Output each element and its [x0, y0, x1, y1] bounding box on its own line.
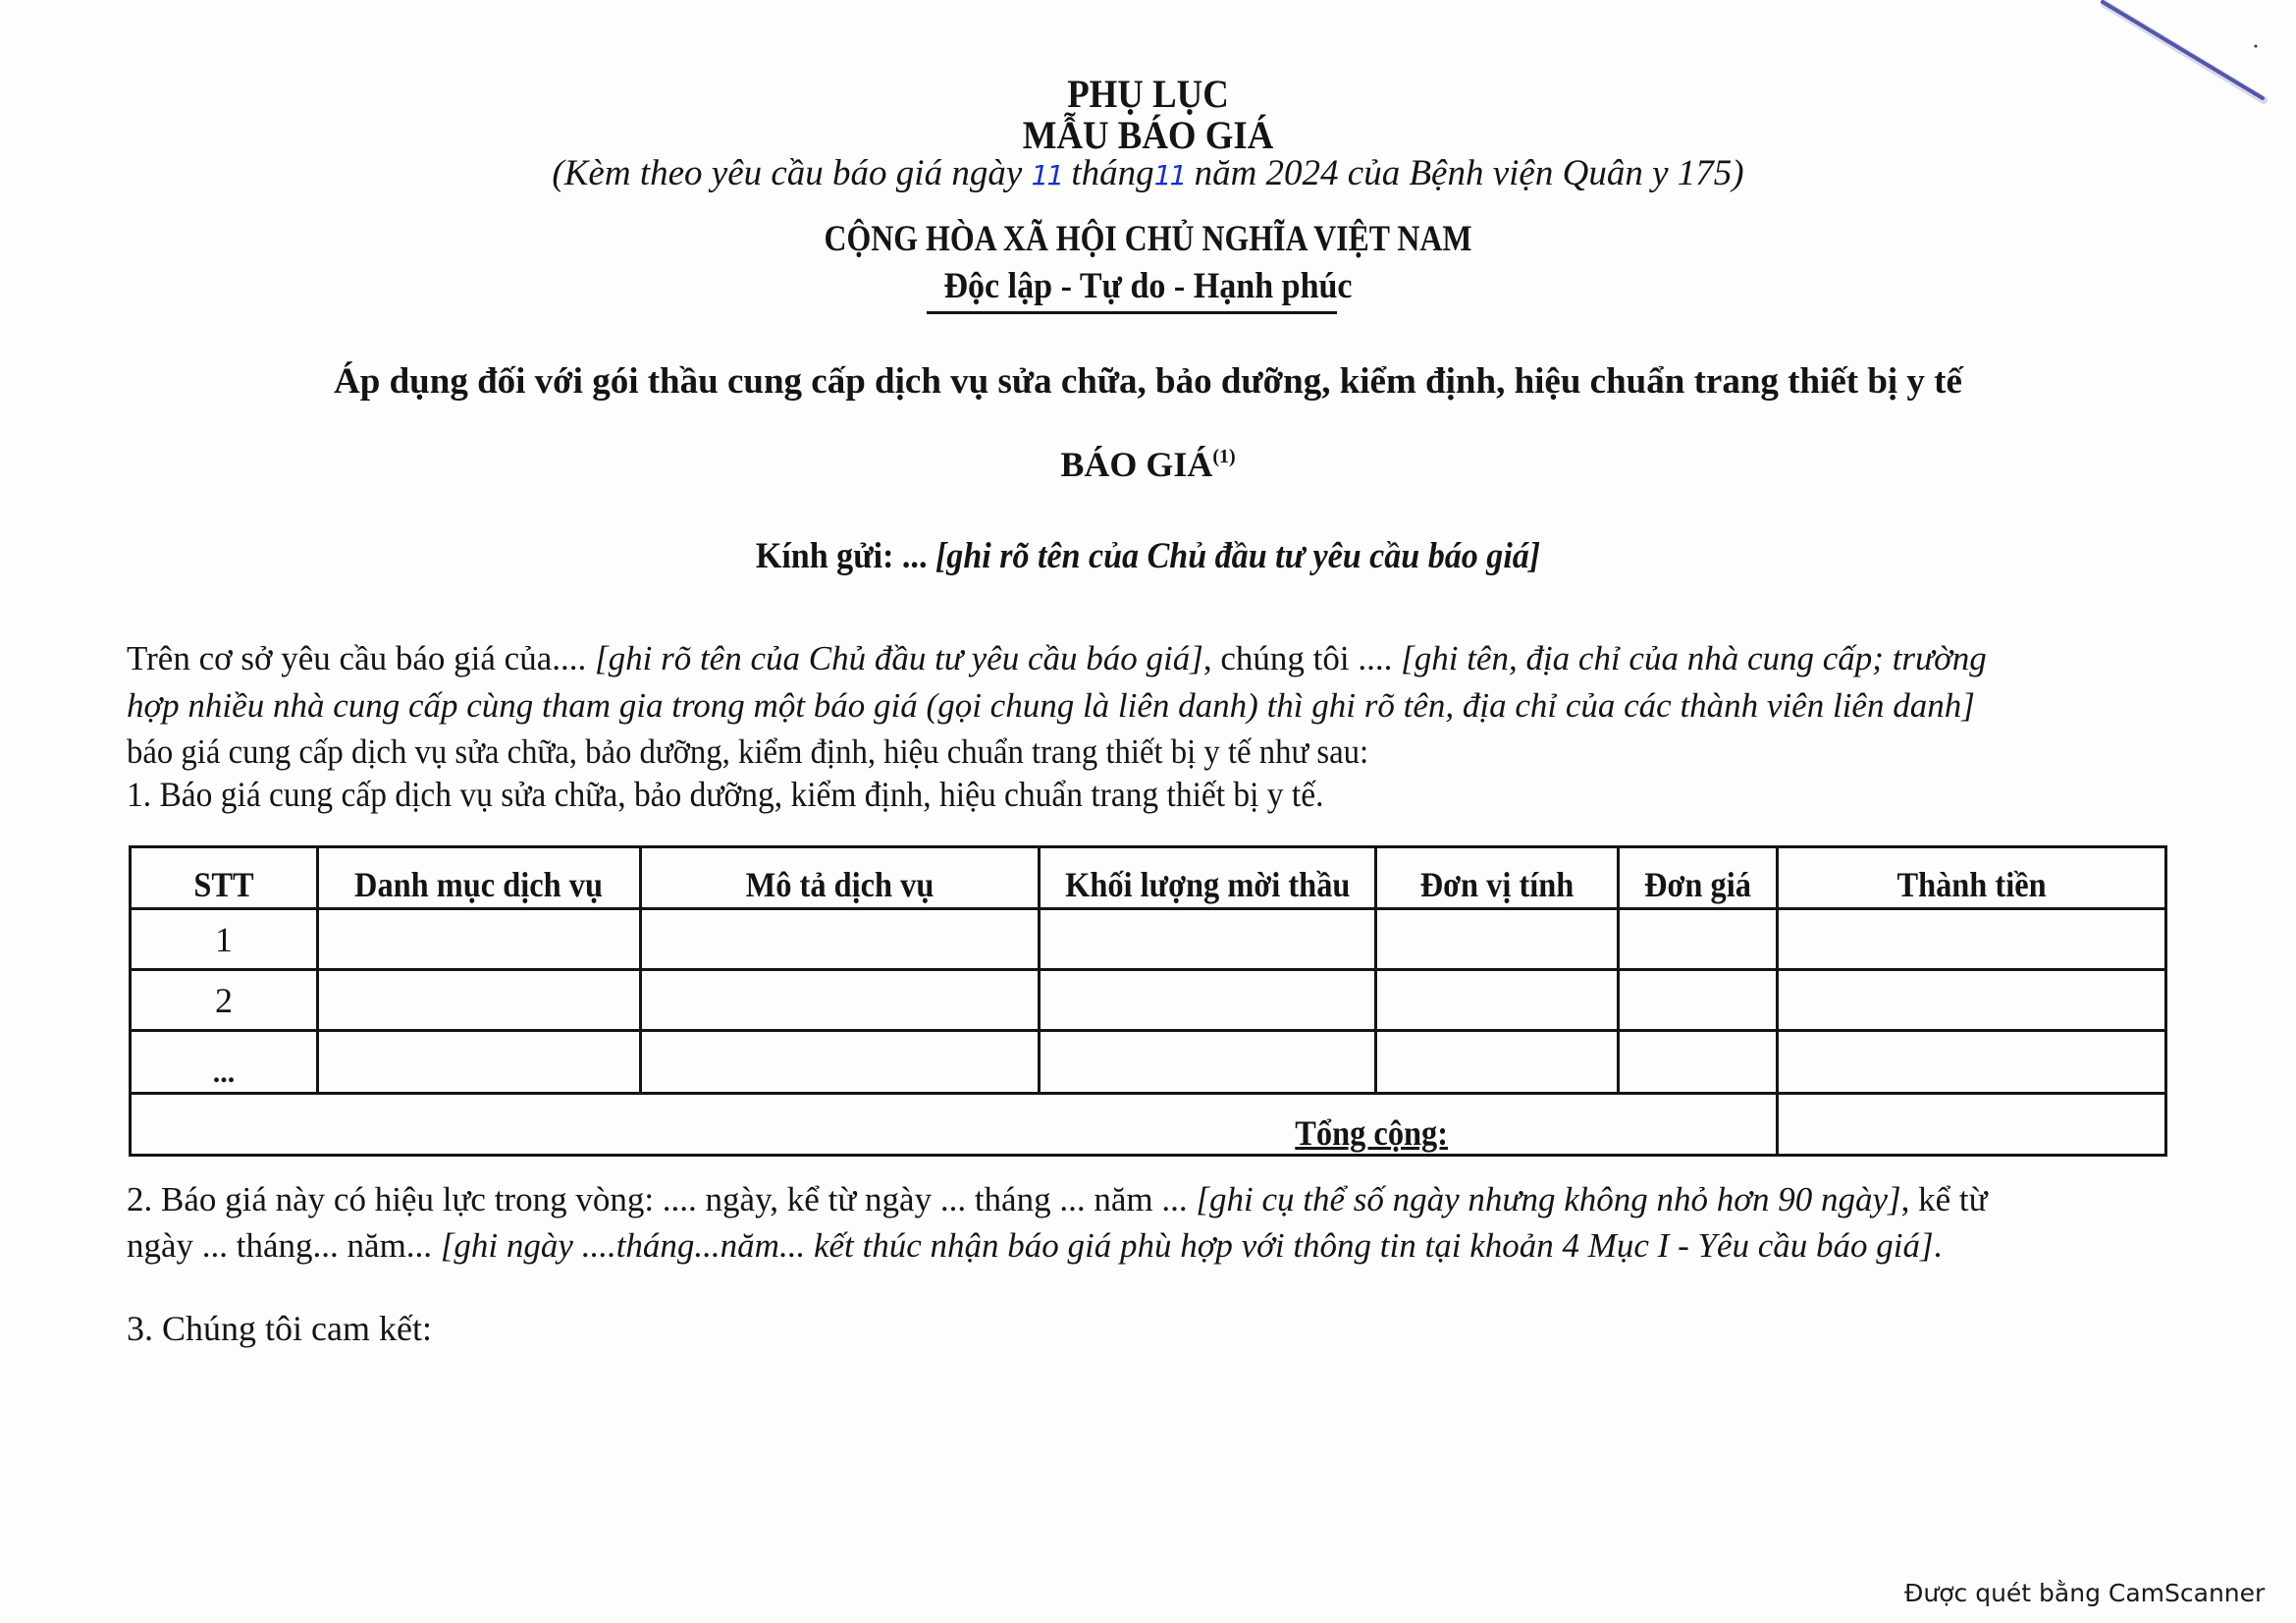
- column-header-service-description: Mô tả dịch vụ: [641, 847, 1040, 909]
- column-header-stt: STT: [131, 847, 318, 909]
- cell-service-category: [318, 970, 641, 1031]
- column-header-tender-quantity: Khối lượng mời thầu: [1040, 847, 1376, 909]
- attachment-suffix: năm 2024 của Bệnh viện Quân y 175): [1194, 153, 1744, 193]
- validity-period: .: [1933, 1226, 1943, 1265]
- cell-stt: 2: [131, 970, 318, 1031]
- table-total-row: [131, 1094, 2166, 1156]
- table-row: [131, 909, 2166, 970]
- cell-unit-price: [1619, 909, 1778, 970]
- scanner-watermark: Được quét bằng CamScanner: [1904, 1579, 2266, 1607]
- cell-unit: [1376, 1031, 1619, 1094]
- attachment-note: [0, 152, 2296, 194]
- cell-total-amount: [1778, 1094, 2166, 1156]
- intro-text: Trên cơ sở yêu cầu báo giá của....: [127, 639, 587, 677]
- cell-stt: 1: [131, 909, 318, 970]
- validity-text: 2. Báo giá này có hiệu lực trong vòng: .... ngày, kể từ ngày ... tháng ... năm ...: [127, 1180, 1188, 1218]
- section-2-line-1: [127, 1180, 1988, 1219]
- cell-unit: [1376, 909, 1619, 970]
- validity-placeholder: [ghi cụ thể số ngày nhưng không nhỏ hơn 90 ngày]: [1196, 1180, 1901, 1218]
- column-header-service-category: Danh mục dịch vụ: [318, 847, 641, 909]
- appendix-title: PHỤ LỤC: [1067, 72, 1229, 116]
- intro-placeholder-investor: [ghi rõ tên của Chủ đầu tư yêu cầu báo giá]: [594, 639, 1203, 677]
- section-3-commitment: 3. Chúng tôi cam kết:: [127, 1309, 432, 1348]
- cell-service-description: [641, 1031, 1040, 1094]
- intro-line-3: báo giá cung cấp dịch vụ sửa chữa, bảo dưỡng, kiểm định, hiệu chuẩn trang thiết bị y tế như sau:: [127, 732, 1369, 771]
- cell-tender-quantity: [1040, 1031, 1376, 1094]
- intro-line-2: hợp nhiều nhà cung cấp cùng tham gia trong một báo giá (gọi chung là liên danh) thì ghi rõ tên, địa chỉ của các thành viên liên danh]: [127, 686, 1975, 725]
- recipient-label: Kính gửi: ...: [755, 536, 928, 576]
- total-label: Tổng cộng:: [1295, 1113, 1448, 1153]
- quote-table: [129, 845, 2167, 1157]
- cell-service-category: [318, 909, 641, 970]
- cell-stt: ...: [131, 1031, 318, 1094]
- cell-unit-price: [1619, 970, 1778, 1031]
- document-title: [0, 444, 2296, 485]
- national-motto: Độc lập - Tự do - Hạnh phúc: [943, 266, 1353, 306]
- cell-service-description: [641, 970, 1040, 1031]
- national-title: CỘNG HÒA XÃ HỘI CHỦ NGHĨA VIỆT NAM: [824, 219, 1472, 259]
- cell-unit-price: [1619, 1031, 1778, 1094]
- handwritten-day: 11: [1031, 159, 1063, 191]
- cell-tender-quantity: [1040, 909, 1376, 970]
- section-2-line-2: [127, 1226, 1942, 1266]
- column-header-unit: Đơn vị tính: [1376, 847, 1619, 909]
- validity-text-from: , kể từ: [1900, 1180, 1988, 1218]
- attachment-month-label: tháng: [1071, 153, 1154, 193]
- validity-date-placeholder: [ghi ngày ....tháng...năm... kết thúc nhận báo giá phù hợp với thông tin tại khoản 4 Mục I - Yêu cầu báo giá]: [440, 1226, 1934, 1265]
- table-row: [131, 970, 2166, 1031]
- cell-service-description: [641, 909, 1040, 970]
- recipient-line: [92, 535, 2205, 577]
- cell-service-category: [318, 1031, 641, 1094]
- table-header-row: [131, 847, 2166, 909]
- cell-unit: [1376, 970, 1619, 1031]
- form-title: MẪU BÁO GIÁ: [1022, 113, 1274, 157]
- cell-amount: [1778, 970, 2166, 1031]
- column-header-unit-price: Đơn giá: [1619, 847, 1778, 909]
- intro-text-we: , chúng tôi ....: [1202, 639, 1393, 677]
- scope-statement: Áp dụng đối với gói thầu cung cấp dịch vụ sửa chữa, bảo dưỡng, kiểm định, hiệu chuẩn trang thiết bị y tế: [334, 361, 1962, 402]
- section-1-heading: 1. Báo giá cung cấp dịch vụ sửa chữa, bảo dưỡng, kiểm định, hiệu chuẩn trang thiết bị y tế.: [127, 775, 1324, 814]
- cell-amount: [1778, 909, 2166, 970]
- cell-tender-quantity: [1040, 970, 1376, 1031]
- total-label-cell: [131, 1094, 1778, 1156]
- attachment-prefix: (Kèm theo yêu cầu báo giá ngày: [552, 153, 1023, 193]
- validity-date-text: ngày ... tháng... năm...: [127, 1226, 433, 1265]
- intro-placeholder-supplier: [ghi tên, địa chỉ của nhà cung cấp; trường: [1401, 639, 1987, 677]
- table-row: [131, 1031, 2166, 1094]
- footnote-marker: (1): [1212, 446, 1236, 467]
- document-title-text: BÁO GIÁ: [1060, 445, 1213, 484]
- handwritten-month: 11: [1153, 159, 1186, 191]
- recipient-placeholder: [ghi rõ tên của Chủ đầu tư yêu cầu báo giá]: [934, 536, 1541, 576]
- cell-amount: [1778, 1031, 2166, 1094]
- intro-line-1: [127, 639, 1987, 678]
- motto-underline: [927, 311, 1337, 314]
- column-header-amount: Thành tiền: [1778, 847, 2166, 909]
